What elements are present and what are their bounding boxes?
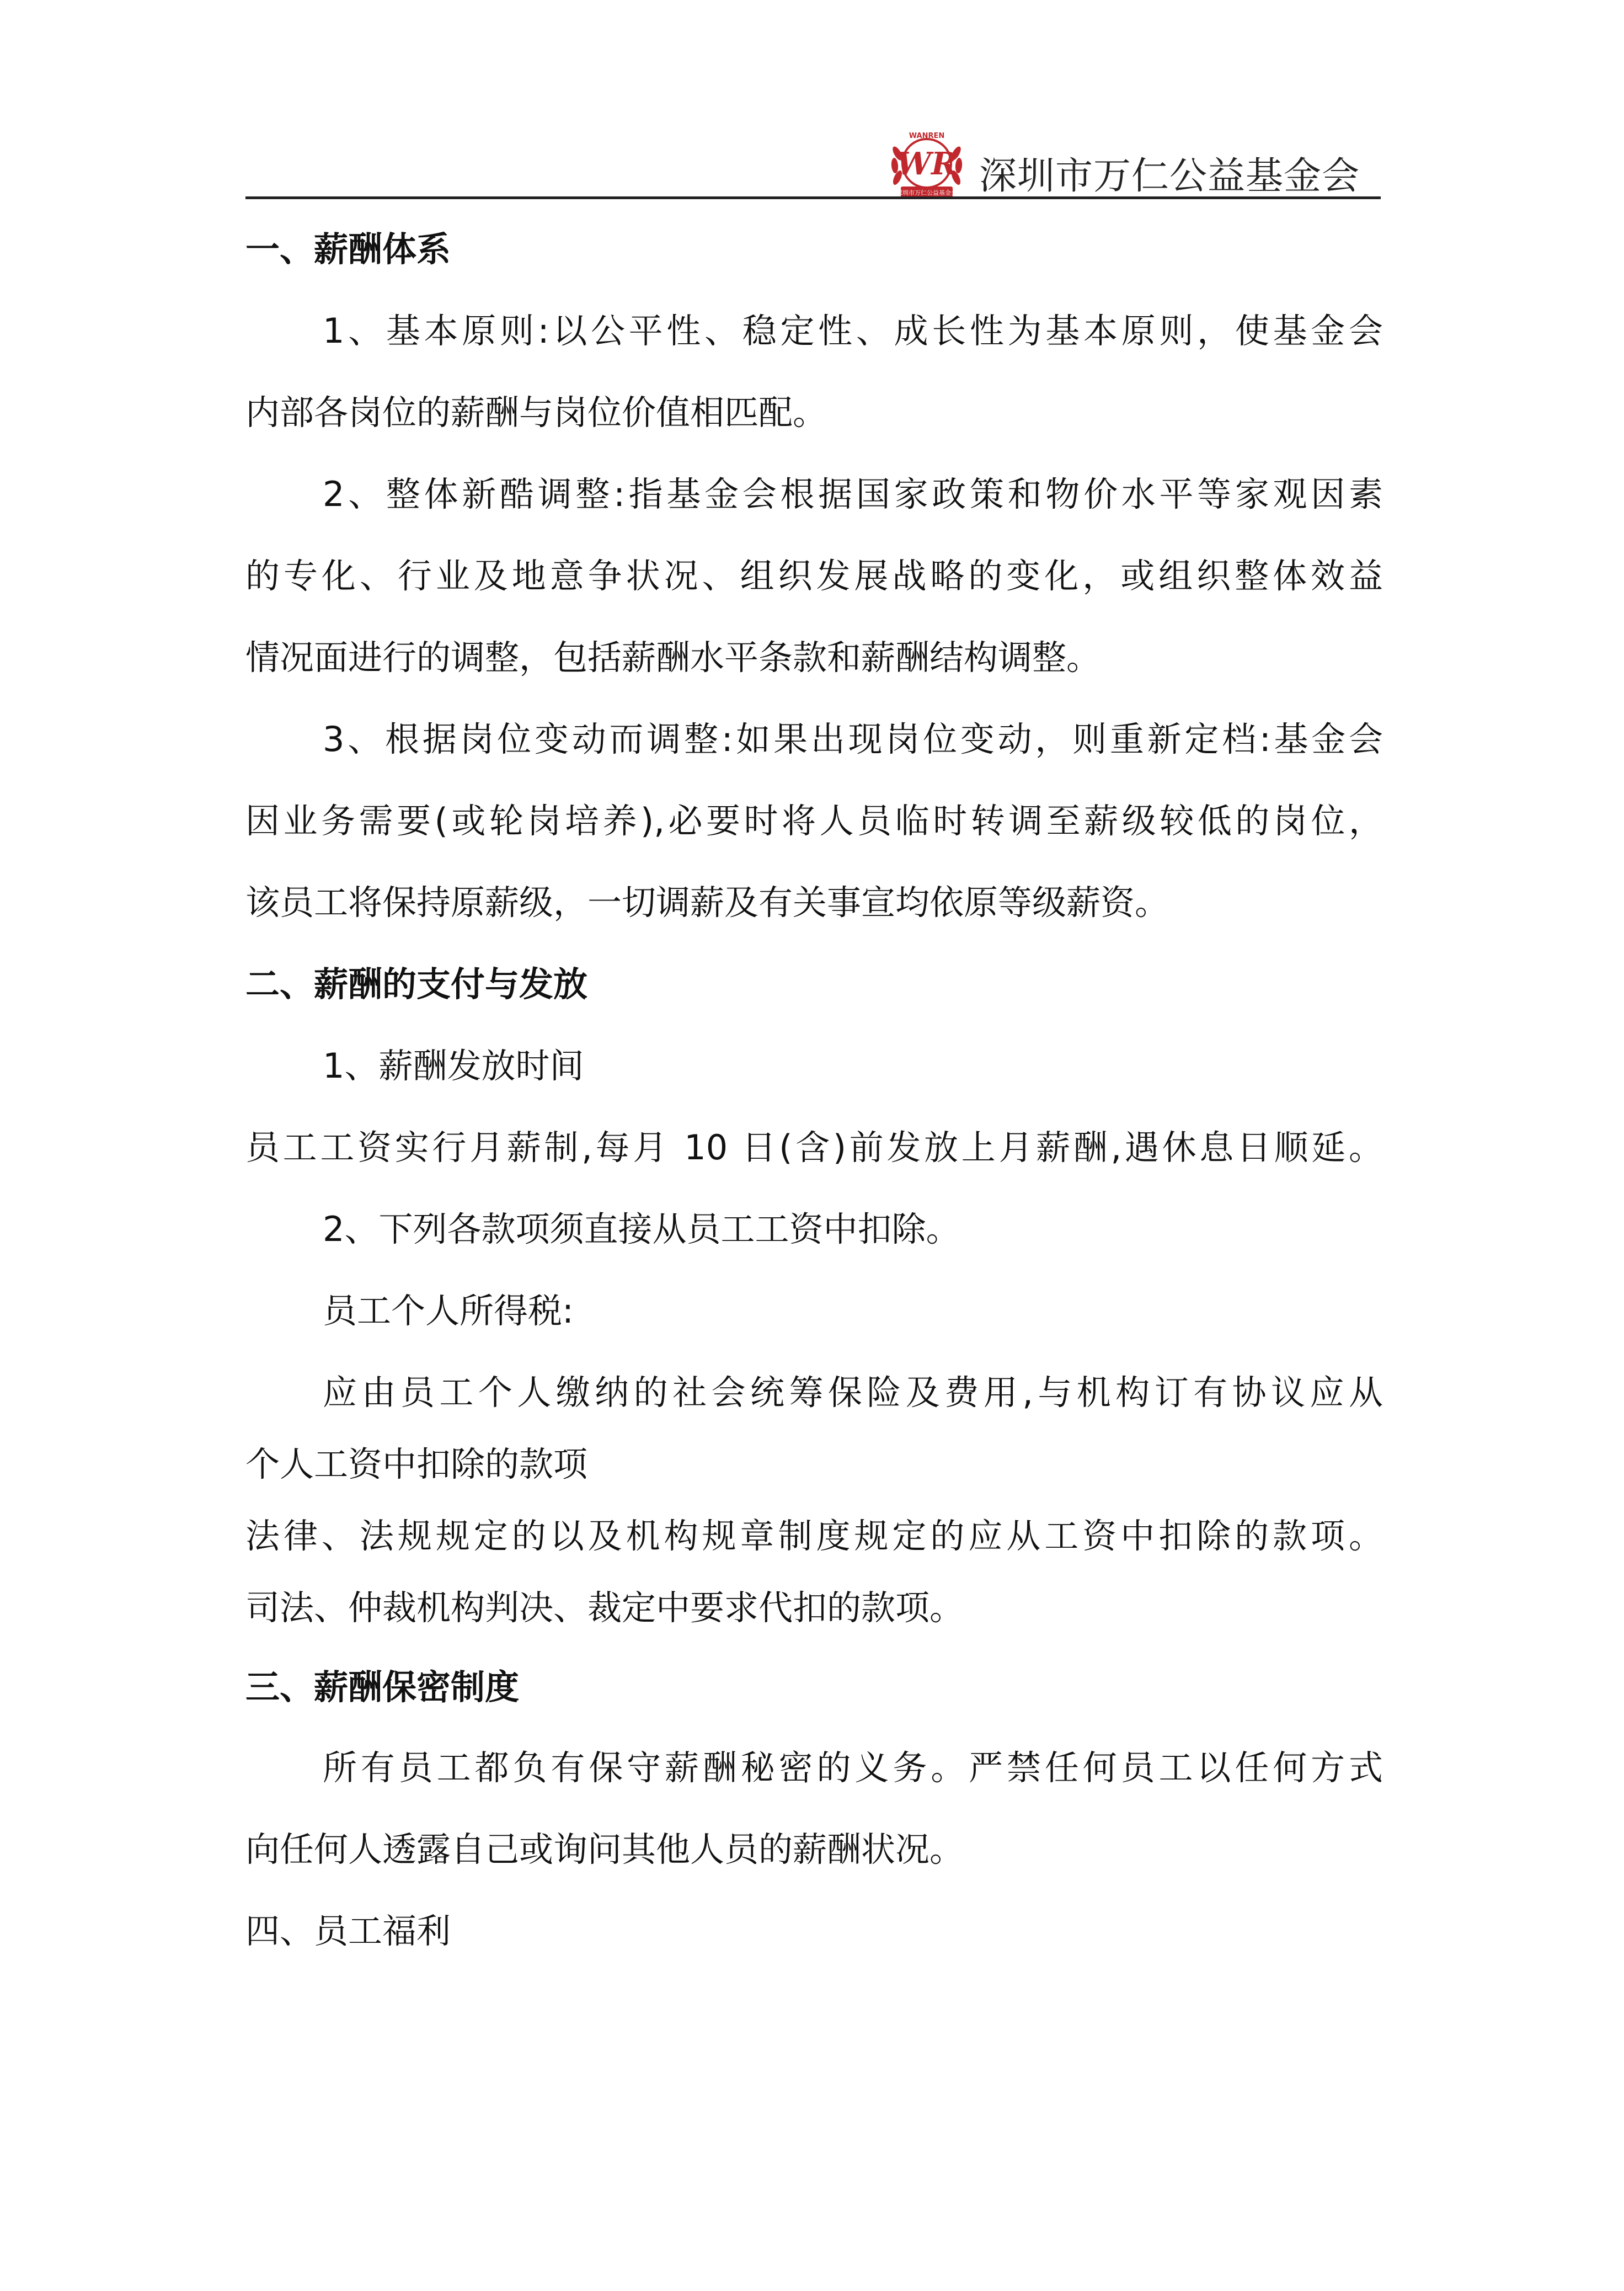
- paragraph-line: 法律、法规规定的以及机构规章制度规定的应从工资中扣除的款项。: [245, 1516, 1383, 1556]
- section-heading-3: 三、薪酬保密制度: [245, 1667, 520, 1707]
- paragraph-line: 员工个人所得税:: [323, 1291, 574, 1331]
- header-divider: [245, 196, 1381, 199]
- paragraph-line: 3、根据岗位变动而调整:如果出现岗位变动，则重新定档:基金会: [323, 719, 1383, 759]
- paragraph-line: 内部各岗位的薪酬与岗位价值相匹配。: [245, 392, 827, 433]
- paragraph-line: 向任何人透露自己或询问其他人员的薪酬状况。: [245, 1829, 964, 1869]
- paragraph-line: 个人工资中扣除的款项: [245, 1444, 588, 1484]
- paragraph-line: 司法、仲裁机构判决、裁定中要求代扣的款项。: [245, 1587, 964, 1628]
- page-header: [245, 116, 1376, 199]
- section-heading-2: 二、薪酬的支付与发放: [245, 964, 588, 1004]
- foundation-logo: [885, 121, 968, 204]
- paragraph-line: 应由员工个人缴纳的社会统筹保险及费用,与机构订有协议应从: [323, 1372, 1383, 1413]
- paragraph-line: 因业务需要(或轮岗培养),必要时将人员临时转调至薪级较低的岗位，: [245, 801, 1383, 841]
- paragraph-line: 的专化、行业及地意争状况、组织发展战略的变化，或组织整体效益: [245, 556, 1383, 596]
- paragraph-line: 2、下列各款项须直接从员工工资中扣除。: [323, 1209, 960, 1249]
- paragraph-line: 情况面进行的调整，包括薪酬水平条款和薪酬结构调整。: [245, 637, 1101, 678]
- paragraph-line: 2、整体新酷调整:指基金会根据国家政策和物价水平等家观因素: [323, 474, 1383, 514]
- paragraph-line: 1、基本原则:以公平性、稳定性、成长性为基本原则，使基金会: [323, 311, 1383, 351]
- paragraph-line: 该员工将保持原薪级，一切调薪及有关事宣均依原等级薪资。: [245, 882, 1169, 923]
- section-heading-4: 四、员工福利: [245, 1911, 451, 1951]
- paragraph-line: 1、薪酬发放时间: [323, 1046, 584, 1086]
- svg-text:WR: WR: [896, 146, 957, 182]
- paragraph-line: 员工工资实行月薪制,每月 10 日(含)前发放上月薪酬,遇休息日顺延。: [245, 1127, 1383, 1168]
- paragraph-line: 所有员工都负有保守薪酬秘密的义务。严禁任何员工以任何方式: [323, 1747, 1383, 1788]
- section-heading-1: 一、薪酬体系: [245, 229, 451, 269]
- organization-name: 深圳市万仁公益基金会: [979, 154, 1360, 198]
- svg-text:深圳市万仁公益基金会: 深圳市万仁公益基金会: [896, 189, 957, 196]
- svg-text:WANREN: WANREN: [909, 132, 945, 140]
